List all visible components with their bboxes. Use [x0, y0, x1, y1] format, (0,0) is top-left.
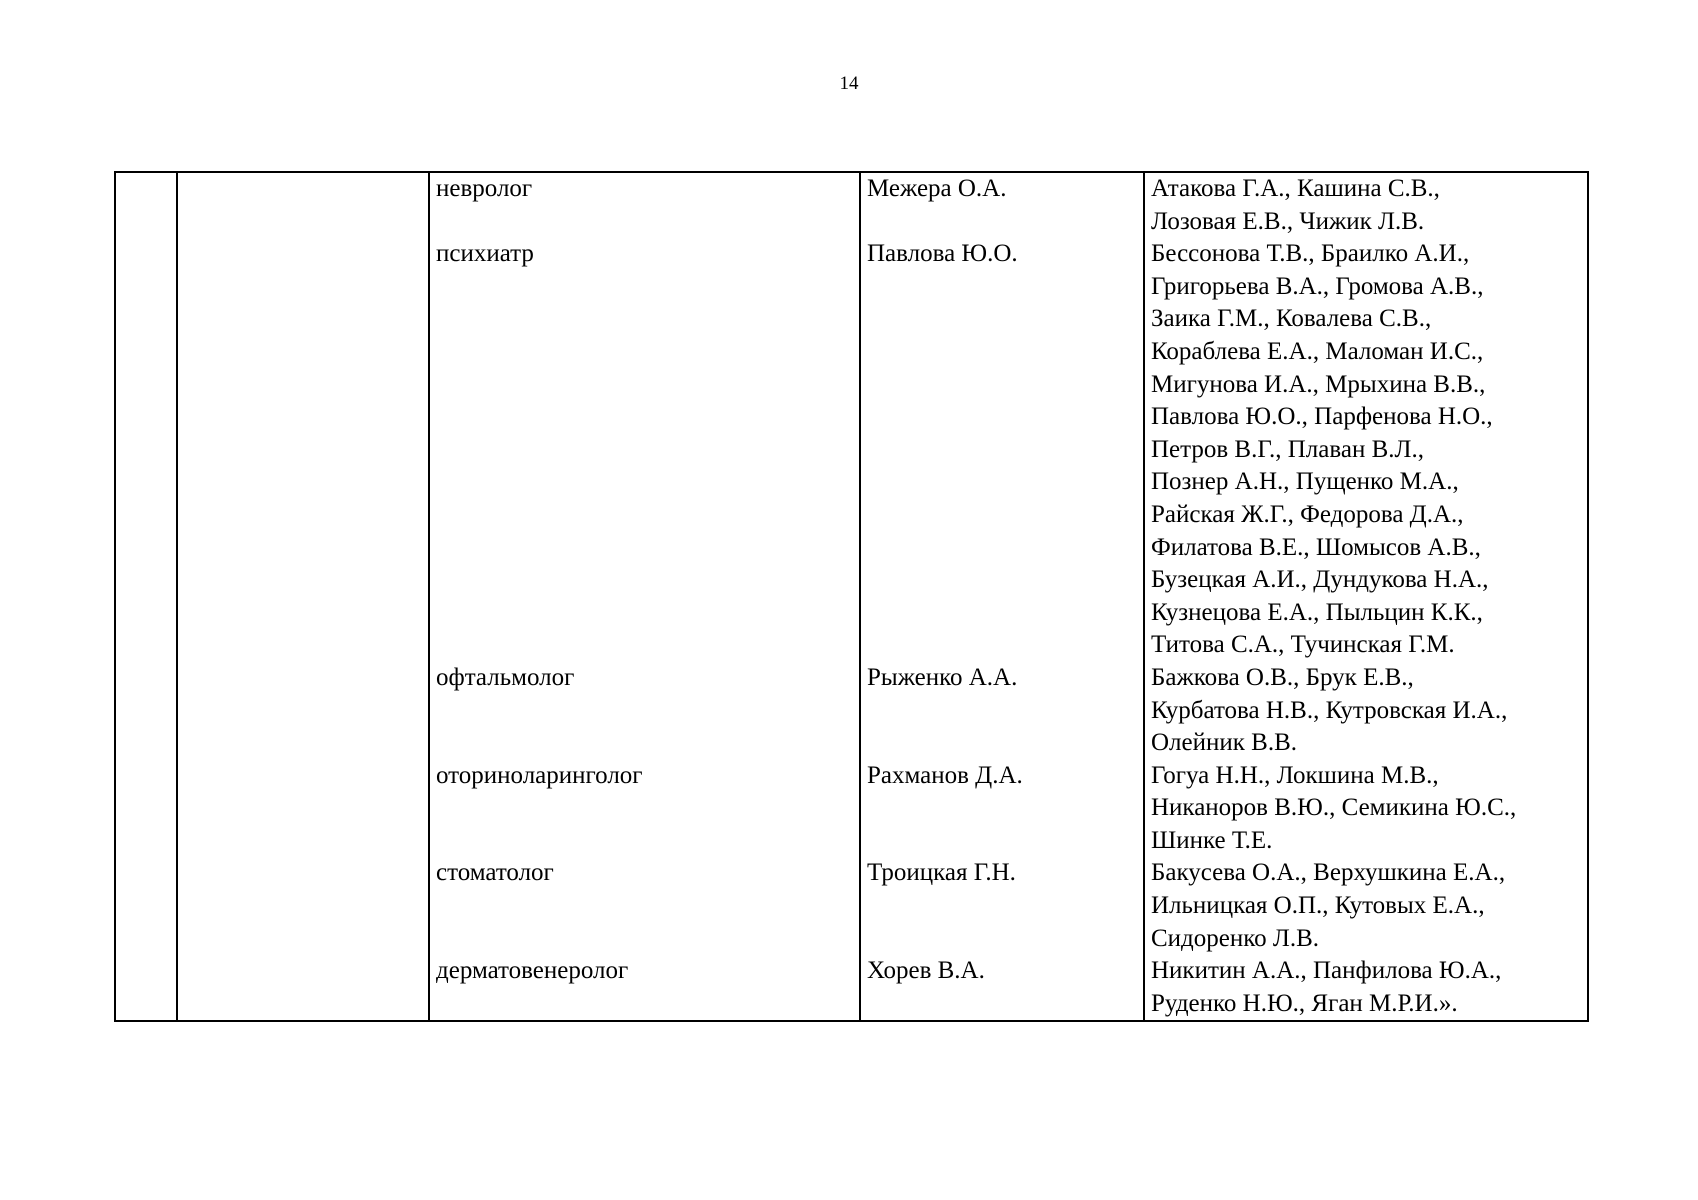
- specialty-cell: стоматолог: [429, 857, 860, 955]
- organization-cell: [177, 662, 429, 760]
- table-row: [115, 857, 1588, 955]
- specialty-cell: психиатр: [429, 238, 860, 662]
- table-row: [115, 662, 1588, 760]
- specialty-cell: дерматовенеролог: [429, 955, 860, 1021]
- chair-cell: Хорев В.А.: [860, 955, 1144, 1021]
- specialty-cell: офтальмолог: [429, 662, 860, 760]
- number-cell: [115, 172, 177, 238]
- table-row: [115, 172, 1588, 238]
- number-cell: [115, 955, 177, 1021]
- page-number: 14: [839, 73, 859, 94]
- table-row: [115, 238, 1588, 662]
- organization-cell: [177, 760, 429, 858]
- table-row: [115, 760, 1588, 858]
- members-cell: Бакусева О.А., Верхушкина Е.А., Ильницкая О.П., Кутовых Е.А., Сидоренко Л.В.: [1144, 857, 1588, 955]
- organization-cell: [177, 238, 429, 662]
- table-row: [115, 955, 1588, 1021]
- number-cell: [115, 238, 177, 662]
- organization-cell: [177, 172, 429, 238]
- specialty-cell: оториноларинголог: [429, 760, 860, 858]
- number-cell: [115, 857, 177, 955]
- organization-cell: [177, 955, 429, 1021]
- number-cell: [115, 760, 177, 858]
- number-cell: [115, 662, 177, 760]
- chair-cell: Рахманов Д.А.: [860, 760, 1144, 858]
- members-cell: Атакова Г.А., Кашина С.В., Лозовая Е.В., Чижик Л.В.: [1144, 172, 1588, 238]
- members-cell: Бажкова О.В., Брук Е.В., Курбатова Н.В., Кутровская И.А., Олейник В.В.: [1144, 662, 1588, 760]
- chair-cell: Троицкая Г.Н.: [860, 857, 1144, 955]
- specialty-cell: невролог: [429, 172, 860, 238]
- chair-cell: Павлова Ю.О.: [860, 238, 1144, 662]
- organization-cell: [177, 857, 429, 955]
- commission-table: [114, 171, 1589, 1022]
- members-cell: Бессонова Т.В., Браилко А.И., Григорьева В.А., Громова А.В., Заика Г.М., Ковалева С.В., Кораблева Е.А., Маломан И.С., Мигунова И.А., Мрыхина В.В., Павлова Ю.О., Парфенова Н.О., Петров В.Г., Плаван В.Л., Познер А.Н., Пущенко М.А., Райская Ж.Г., Федорова Д.А., Филатова В.Е., Шомысов А.В., Бузецкая А.И., Дундукова Н.А., Кузнецова Е.А., Пыльцин К.К., Титова С.А., Тучинская Г.М.: [1144, 238, 1588, 662]
- chair-cell: Межера О.А.: [860, 172, 1144, 238]
- members-cell: Гогуа Н.Н., Локшина М.В., Никаноров В.Ю., Семикина Ю.С., Шинке Т.Е.: [1144, 760, 1588, 858]
- chair-cell: Рыженко А.А.: [860, 662, 1144, 760]
- members-cell: Никитин А.А., Панфилова Ю.А., Руденко Н.Ю., Яган М.Р.И.».: [1144, 955, 1588, 1021]
